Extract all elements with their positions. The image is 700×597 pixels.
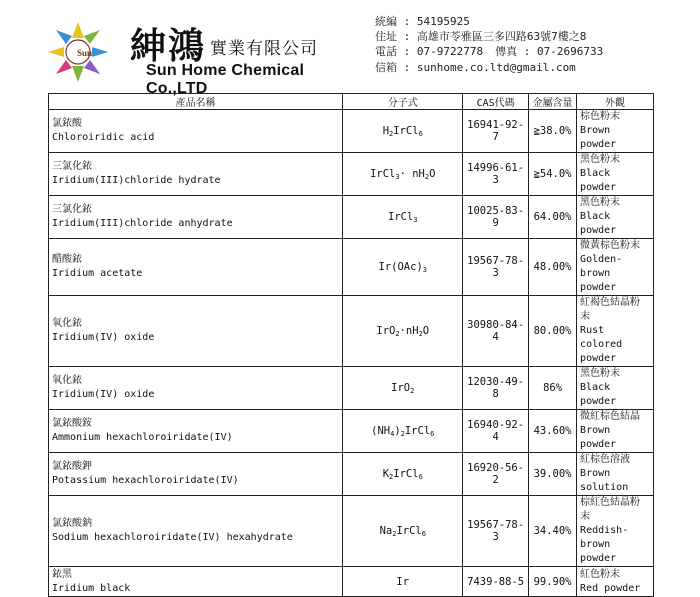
product-name-cell [49, 453, 343, 496]
formula-cell [343, 196, 463, 239]
product-name-cell [49, 110, 343, 153]
formula-cell [343, 110, 463, 153]
product-name-cell [49, 153, 343, 196]
product-name-zh: 氧化銥 [52, 318, 82, 329]
appearance-zh: 紅棕色溶液 [580, 454, 631, 465]
formula-part: (NH [371, 425, 391, 437]
formula-part: K [382, 468, 390, 480]
cas-number: 12030-49-8 [463, 367, 529, 410]
appearance-en: Brown powder [580, 125, 617, 150]
product-name-zh: 三氯化銥 [52, 204, 92, 215]
product-name-zh: 氯銥酸 [52, 118, 82, 129]
formula-cell [343, 496, 463, 567]
company-name-zh-suffix: 實業有限公司 [210, 39, 318, 59]
formula-part: O [429, 168, 436, 180]
product-name-zh: 氯銥酸鉀 [52, 461, 92, 472]
header-product-name: 產品名稱 [49, 94, 343, 110]
formula-subscript: 2 [389, 130, 394, 138]
appearance-en: Black powder [580, 211, 617, 236]
company-logo [38, 10, 328, 97]
table-row [49, 367, 654, 410]
cas-number: 7439-88-5 [463, 567, 529, 597]
product-name-en: Iridium(III)chloride hydrate [52, 175, 221, 186]
product-name-cell [49, 367, 343, 410]
appearance-en: Brown solution [580, 468, 629, 493]
header-formula: 分子式 [343, 94, 463, 110]
cas-number: 10025-83-9 [463, 196, 529, 239]
formula-subscript: 2 [410, 387, 415, 395]
product-name-zh: 氯銥酸鈉 [52, 518, 92, 529]
formula-subscript: 2 [395, 330, 400, 338]
product-name-en: Iridium(III)chloride anhydrate [52, 218, 233, 229]
cas-number: 16940-92-4 [463, 410, 529, 453]
appearance-en: Brown powder [580, 425, 617, 450]
appearance-en: Red powder [580, 582, 641, 594]
appearance-zh: 紅褐色結晶粉末 [580, 297, 641, 322]
table-row [49, 296, 654, 367]
metal-content: 86% [529, 367, 577, 410]
formula-part: IrCl [388, 211, 414, 223]
formula-cell [343, 410, 463, 453]
appearance-cell [577, 567, 654, 597]
formula-subscript: 3 [395, 173, 400, 181]
formula-part: IrCl [396, 525, 422, 537]
metal-content: ≧38.0% [529, 110, 577, 153]
formula-subscript: 6 [418, 473, 423, 481]
product-name-zh: 銥黑 [52, 568, 72, 580]
formula-cell [343, 239, 463, 296]
formula-subscript: 4 [390, 430, 395, 438]
formula-part: · nH [399, 168, 425, 180]
table-row [49, 196, 654, 239]
fax: 傳真 : 07-2696733 [495, 45, 604, 59]
appearance-en: Golden-brown powder [580, 254, 623, 293]
formula-subscript: 6 [418, 130, 423, 138]
appearance-en: Black powder [580, 382, 617, 407]
table-row [49, 453, 654, 496]
appearance-cell [577, 367, 654, 410]
metal-content: 34.40% [529, 496, 577, 567]
formula-cell [343, 453, 463, 496]
appearance-zh: 微黃棕色粉末 [580, 240, 641, 251]
product-name-en: Iridium acetate [52, 268, 143, 279]
formula-part: Na [379, 525, 393, 537]
formula-part: IrCl [404, 425, 431, 437]
cas-number: 16920-56-2 [463, 453, 529, 496]
cas-number: 19567-78-3 [463, 239, 529, 296]
formula-part: IrCl [393, 125, 419, 137]
table-row [49, 410, 654, 453]
appearance-cell [577, 410, 654, 453]
cas-number: 19567-78-3 [463, 496, 529, 567]
appearance-cell [577, 496, 654, 567]
metal-content: 39.00% [529, 453, 577, 496]
header-metal-content: 金屬含量 [529, 94, 577, 110]
metal-content: 43.60% [529, 410, 577, 453]
table-header-row [49, 94, 654, 110]
appearance-en: Rust colored powder [580, 325, 623, 364]
metal-content: 80.00% [529, 296, 577, 367]
letterhead [0, 0, 700, 97]
appearance-zh: 黑色粉末 [580, 154, 621, 165]
product-name-en: Ammonium hexachloroiridate(IV) [52, 432, 233, 443]
company-name-en: Sun Home Chemical Co.,LTD [146, 62, 305, 97]
appearance-zh: 棕紅色結晶粉末 [580, 497, 641, 522]
product-name-en: Iridium(IV) oxide [52, 332, 155, 343]
table-row [49, 567, 654, 597]
contact-block [375, 14, 603, 75]
appearance-zh: 棕色粉末 [580, 111, 621, 122]
table-row [49, 153, 654, 196]
product-name-cell [49, 296, 343, 367]
email: 信箱 : sunhome.co.ltd@gmail.com [375, 60, 576, 74]
product-name-en: Sodium hexachloroiridate(IV) hexahydrate [52, 532, 293, 543]
product-name-cell [49, 567, 343, 597]
formula-subscript: 3 [413, 216, 418, 224]
formula-part: ) [394, 425, 401, 437]
logo-mark-text: Sun [77, 48, 93, 58]
table-row [49, 239, 654, 296]
formula-part: O [422, 325, 430, 337]
table-row [49, 110, 654, 153]
formula-subscript: 2 [418, 330, 423, 338]
formula-cell [343, 367, 463, 410]
product-table [48, 93, 654, 597]
formula-part: Ir(OAc) [378, 261, 423, 273]
appearance-en: Black powder [580, 168, 617, 193]
metal-content: ≧54.0% [529, 153, 577, 196]
tax-id: 統編 : 54195925 [375, 15, 470, 28]
header-cas: CAS代碼 [463, 94, 529, 110]
product-name-zh: 氯銥酸銨 [52, 418, 92, 429]
formula-subscript: 6 [421, 530, 426, 538]
appearance-cell [577, 110, 654, 153]
sun-logo-icon [38, 10, 134, 82]
product-name-zh: 三氯化銥 [52, 161, 92, 172]
appearance-cell [577, 239, 654, 296]
company-name-zh: 紳鴻 [130, 25, 207, 67]
appearance-zh: 黑色粉末 [580, 368, 621, 379]
product-name-cell [49, 196, 343, 239]
cas-number: 14996-61-3 [463, 153, 529, 196]
formula-subscript: 6 [430, 430, 435, 438]
table-row [49, 496, 654, 567]
formula-subscript: 2 [392, 530, 397, 538]
appearance-zh: 微紅棕色結晶 [580, 411, 641, 422]
formula-subscript: 3 [422, 266, 427, 274]
product-name-en: Potassium hexachloroiridate(IV) [52, 475, 239, 486]
product-name-en: Iridium(IV) oxide [52, 389, 155, 400]
appearance-cell [577, 196, 654, 239]
formula-cell [343, 296, 463, 367]
formula-cell [343, 153, 463, 196]
product-name-cell [49, 496, 343, 567]
cas-number: 16941-92-7 [463, 110, 529, 153]
product-name-cell [49, 410, 343, 453]
product-name-zh: 氧化銥 [52, 375, 82, 386]
product-name-cell [49, 239, 343, 296]
appearance-en: Reddish-brown powder [580, 525, 629, 564]
formula-part: IrCl [370, 168, 396, 180]
formula-part: IrO [376, 325, 396, 337]
metal-content: 64.00% [529, 196, 577, 239]
address: 住址 : 高雄市苓雅區三多四路63號7樓之8 [375, 30, 587, 44]
appearance-cell [577, 453, 654, 496]
formula-part: IrO [391, 382, 411, 394]
appearance-zh: 紅色粉末 [580, 568, 621, 580]
formula-subscript: 2 [389, 473, 394, 481]
product-name-en: Chloroiridic acid [52, 132, 155, 143]
formula-part: H [382, 125, 390, 137]
formula-part: ·nH [399, 325, 419, 337]
appearance-cell [577, 153, 654, 196]
formula-subscript: 2 [424, 173, 430, 181]
metal-content: 48.00% [529, 239, 577, 296]
product-name-zh: 醋酸銥 [52, 254, 82, 265]
metal-content: 99.90% [529, 567, 577, 597]
appearance-zh: 黑色粉末 [580, 197, 621, 208]
formula-cell [343, 567, 463, 597]
header-appearance: 外觀 [577, 94, 654, 110]
formula-subscript: 2 [400, 430, 405, 438]
cas-number: 30980-84-4 [463, 296, 529, 367]
formula-part: IrCl [393, 468, 419, 480]
formula-part: Ir [396, 575, 410, 588]
phone: 電話 : 07-9722778 [375, 45, 484, 59]
appearance-cell [577, 296, 654, 367]
product-name-en: Iridium black [52, 582, 131, 594]
